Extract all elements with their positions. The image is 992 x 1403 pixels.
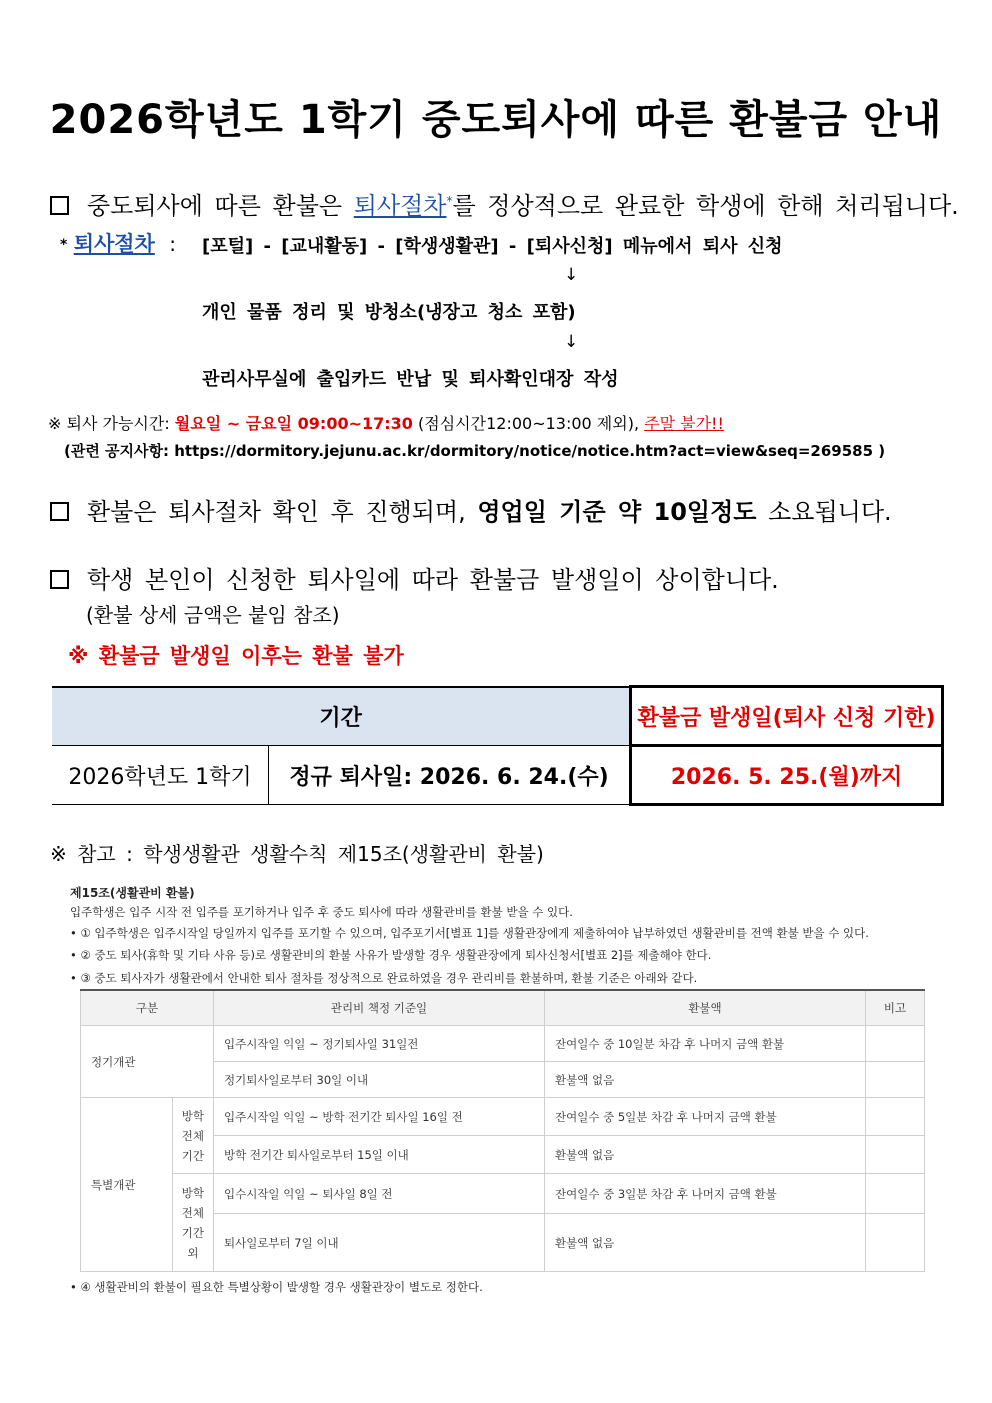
table-cell: 입주시작일 익일 ~ 정기퇴사일 31일전 [214, 1026, 545, 1062]
refund-deadline: 2026. 5. 25.(월)까지 [631, 746, 943, 805]
procedure-step-3: 관리사무실에 출입카드 반납 및 퇴사확인대장 작성 [202, 369, 619, 390]
special-open-cell: 특별개관 [81, 1098, 173, 1272]
refund-condition-paragraph: 중도퇴사에 따른 환불은 퇴사절차*를 정상적으로 완료한 학생에 한해 처리됩니다. [50, 186, 959, 221]
notice-link[interactable]: (관련 공지사항: https://dormitory.jejunu.ac.kr/dormitory/notice/notice.htm?act=view&seq=269585 ) [64, 442, 886, 460]
regulation-item-3: • ③ 중도 퇴사자가 생활관에서 안내한 퇴사 절차를 정상적으로 완료하였을 경우 관리비를 환불하며, 환불 기준은 아래와 같다. [70, 971, 698, 985]
refund-detail-note: (환불 상세 금액은 붙임 참조) [86, 603, 340, 627]
refund-date-header: 환불금 발생일(퇴사 신청 기한) [631, 687, 943, 746]
vacation-other-cell: 방학 전체 기간 외 [172, 1174, 213, 1272]
table-cell: 정기퇴사일로부터 30일 이내 [214, 1062, 545, 1098]
down-arrow-icon: ↓ [564, 265, 579, 285]
vacation-all-cell: 방학 전체 기간 [172, 1098, 213, 1174]
refund-date-paragraph: 학생 본인이 신청한 퇴사일에 따라 환불금 발생일이 상이합니다. [50, 560, 779, 595]
regulation-heading: 제15조(생활관비 환불) [70, 886, 195, 900]
table-cell: 환불액 없음 [545, 1214, 866, 1272]
checkbox-icon [50, 570, 69, 589]
checkbox-icon [50, 502, 69, 521]
table-cell: 입수시작일 익일 ~ 퇴사일 8일 전 [214, 1174, 545, 1214]
table-cell: 환불액 없음 [545, 1062, 866, 1098]
col-category: 구분 [81, 990, 214, 1026]
regular-open-cell: 정기개관 [81, 1026, 214, 1098]
procedure-step-1: [포털] - [교내활동] - [학생생활관] - [퇴사신청] 메뉴에서 퇴사 신청 [202, 236, 783, 257]
no-refund-warning: ※ 환불금 발생일 이후는 환불 불가 [68, 644, 404, 668]
regular-checkout-date: 정규 퇴사일: 2026. 6. 24.(수) [269, 746, 631, 805]
refund-schedule-table [52, 685, 944, 806]
regulation-item-4: • ④ 생활관비의 환불이 필요한 특별상황이 발생할 경우 생활관장이 별도로 정한다. [70, 1280, 483, 1294]
refund-duration-paragraph: 환불은 퇴사절차 확인 후 진행되며, 영업일 기준 약 10일정도 소요됩니다. [50, 492, 892, 527]
table-cell: 환불액 없음 [545, 1136, 866, 1174]
checkout-hours: ※ 퇴사 가능시간: 월요일 ~ 금요일 09:00~17:30 (점심시간12:00~13:00 제외), 주말 불가!! [48, 414, 724, 433]
page-title: 2026학년도 1학기 중도퇴사에 따른 환불금 안내 [49, 97, 943, 143]
table-cell: 잔여일수 중 5일분 차감 후 나머지 금액 환불 [545, 1098, 866, 1136]
col-refund-amount: 환불액 [545, 990, 866, 1026]
table-cell: 입주시작일 익일 ~ 방학 전기간 퇴사일 16일 전 [214, 1098, 545, 1136]
refund-criteria-table [80, 989, 925, 1272]
regulation-intro: 입주학생은 입주 시작 전 입주를 포기하거나 입주 후 중도 퇴사에 따라 생활관비를 환불 받을 수 있다. [70, 905, 573, 919]
table-cell: 잔여일수 중 10일분 차감 후 나머지 금액 환불 [545, 1026, 866, 1062]
procedure-link[interactable]: 퇴사절차 [353, 192, 447, 220]
regulation-item-1: • ① 입주학생은 입주시작일 당일까지 입주를 포기할 수 있으며, 입주포기서[별표 1]를 생활관장에게 제출하여야 납부하였던 생활관비를 전액 환불 받을 수 있다. [70, 926, 869, 940]
period-header: 기간 [52, 687, 631, 746]
col-remarks: 비고 [866, 990, 925, 1026]
procedure-step-2: 개인 물품 정리 및 방청소(냉장고 청소 포함) [202, 302, 576, 323]
reference-note: ※ 참고 : 학생생활관 생활수칙 제15조(생활관비 환불) [50, 842, 544, 866]
regulation-item-2: • ② 중도 퇴사(휴학 및 기타 사유 등)로 생활관비의 환불 사유가 발생할 경우 생활관장에게 퇴사신청서[별표 2]를 제출해야 한다. [70, 948, 712, 962]
table-cell: 퇴사일로부터 7일 이내 [214, 1214, 545, 1272]
weekend-unavailable: 주말 불가!! [644, 414, 724, 433]
semester-cell: 2026학년도 1학기 [52, 746, 269, 805]
down-arrow-icon: ↓ [564, 332, 579, 352]
table-cell: 방학 전기간 퇴사일로부터 15일 이내 [214, 1136, 545, 1174]
table-cell: 잔여일수 중 3일분 차감 후 나머지 금액 환불 [545, 1174, 866, 1214]
procedure-label: * 퇴사절차 : [60, 232, 176, 256]
checkbox-icon [50, 196, 69, 215]
col-base-date: 관리비 책정 기준일 [214, 990, 545, 1026]
